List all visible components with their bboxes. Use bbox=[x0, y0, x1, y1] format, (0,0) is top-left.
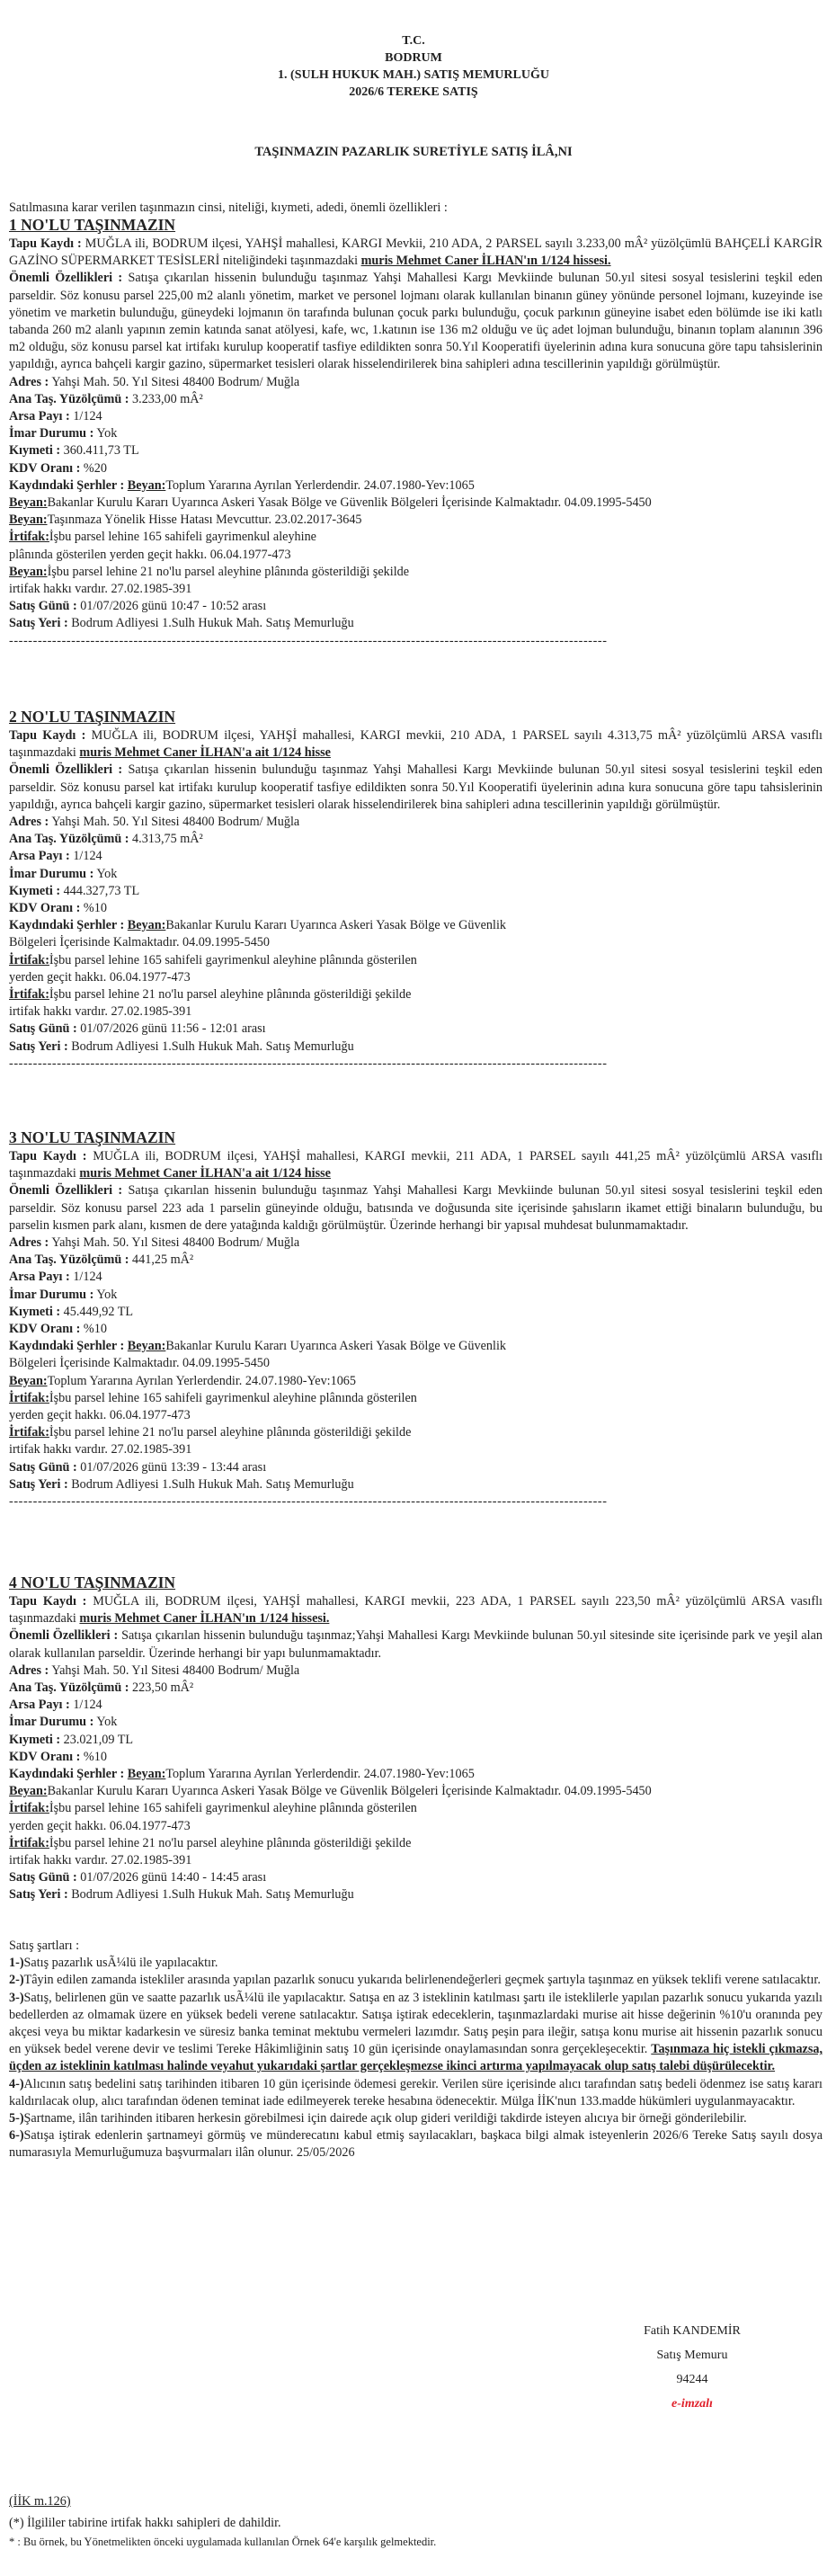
property-sale-place: Satış Yeri : Bodrum Adliyesi 1.Sulh Hukuk Mah. Satış Memurluğu bbox=[9, 1476, 354, 1492]
document-intro bbox=[9, 200, 823, 217]
property-zoning: İmar Durumu : Yok bbox=[9, 1287, 118, 1302]
footer-reference: (İİK m.126) bbox=[9, 2494, 71, 2509]
property-vat: KDV Oranı : %10 bbox=[9, 1322, 107, 1337]
property-vat: KDV Oranı : %10 bbox=[9, 1749, 107, 1764]
separator-line: ----------------------------------------------------------------------------------------------------------------------------- bbox=[9, 633, 608, 648]
property-zoning: İmar Durumu : Yok bbox=[9, 426, 118, 441]
footer-note-1: (*) İlgililer tabirine irtifak hakkı sahipleri de dahildir. bbox=[9, 2516, 281, 2531]
annotation-item: İrtifak:İşbu parsel lehine 165 sahifeli gayrimenkul aleyhine plânında gösterilen yerden geçit hakkı. 06.04.1977-473 bbox=[9, 1801, 417, 1833]
annotation-item: Beyan:Toplum Yararına Ayrılan Yerlerdendir. 24.07.1980-Yev:1065 bbox=[9, 1373, 356, 1388]
tapu-owner: muris Mehmet Caner İLHAN'ın 1/124 hissesi. bbox=[79, 1611, 330, 1627]
tapu-owner: muris Mehmet Caner İLHAN'ın 1/124 hissesi. bbox=[360, 254, 611, 269]
annotation-item: İrtifak:İşbu parsel lehine 165 sahifeli gayrimenkul aleyhine plânında gösterilen yerden geçit hakkı. 06.04.1977-473 bbox=[9, 530, 316, 562]
property-area: Ana Taş. Yüzölçümü : 441,25 mÂ² bbox=[9, 1252, 194, 1268]
property-features: Önemli Özellikleri : Satışa çıkarılan hissenin bulunduğu taşınmaz Yahşi Mahallesi Kargı Mevkiinde bulunan 50.yıl sitesi sosyal tesislerini teşkil eden parseldir. Söz konusu parsel 225,00 m2 alanlı yönetim, market ve personel lojmanı olarak kullanılan binanın güney yönünde personel lojmanı, kuzeyinde ise yönetim ve marketin bulunduğu, güneydeki lojmanın ön tarafında bulunan çocuk parkı bulunduğu, çocuk parkının güneyine isabet eden bölümde ise iki katlı tabanda 260 m2 alanlı yapının zemin katında sanat atölyesi, kafe, wc, 1.katının ise 136 m2 olduğu ve üç adet lojman bulunduğu, binanın toplam alanının 396 m2 olduğu, söz konusu parsel kat irtifakı kurulup kooperatif tasfiye edildikten sonra 50.Yıl Kooperatifi üyelerinin adına kura sonucuna göre tapu tahsislerinin yapıldığı, ayrıca bahçeli kargir gazino, süpermarket tesisleri olarak hisselendirilerek bina sahipleri adına tescillerinin yapıldığı görülmüştür. bbox=[9, 271, 823, 372]
property-address: Adres : Yahşi Mah. 50. Yıl Sitesi 48400 Bodrum/ Muğla bbox=[9, 374, 300, 389]
condition-item: 2-)Tâyin edilen zamanda istekliler arasında yapılan pazarlık sonucu yukarıda belirlenendeğerleri geçmek şartıyla taşınmaz en yüksek teklifi verene satılacaktır. bbox=[9, 1973, 821, 1988]
property-sale-date: Satış Günü : 01/07/2026 günü 14:40 - 14:45 arası bbox=[9, 1870, 267, 1885]
annotation-item: Beyan:Bakanlar Kurulu Kararı Uyarınca Askeri Yasak Bölge ve Güvenlik Bölgeleri İçerisinde Kalmaktadır. 04.09.1995-5450 bbox=[9, 495, 652, 511]
property-zoning: İmar Durumu : Yok bbox=[9, 866, 118, 881]
property-1 bbox=[9, 216, 823, 650]
property-sale-place: Satış Yeri : Bodrum Adliyesi 1.Sulh Hukuk Mah. Satış Memurluğu bbox=[9, 1887, 354, 1903]
property-vat: KDV Oranı : %10 bbox=[9, 901, 107, 916]
conditions-title: Satış şartları : bbox=[9, 1939, 80, 1953]
annotation-item: İrtifak:İşbu parsel lehine 21 no'lu parsel aleyhine plânında gösterildiği şekilde irtifak hakkı vardır. 27.02.1985-391 bbox=[9, 1835, 412, 1868]
property-zoning: İmar Durumu : Yok bbox=[9, 1715, 118, 1730]
property-area: Ana Taş. Yüzölçümü : 4.313,75 mÂ² bbox=[9, 832, 203, 847]
intro-text: Satılmasına karar verilen taşınmazın cinsi, niteliği, kıymeti, adedi, önemli özellikleri : bbox=[9, 201, 448, 215]
separator-line: ----------------------------------------------------------------------------------------------------------------------------- bbox=[9, 1056, 608, 1071]
property-sale-place: Satış Yeri : Bodrum Adliyesi 1.Sulh Hukuk Mah. Satış Memurluğu bbox=[9, 1038, 354, 1054]
annotation-item: İrtifak:İşbu parsel lehine 21 no'lu parsel aleyhine plânında gösterildiği şekilde irtifak hakkı vardır. 27.02.1985-391 bbox=[9, 1425, 412, 1457]
property-address: Adres : Yahşi Mah. 50. Yıl Sitesi 48400 Bodrum/ Muğla bbox=[9, 1662, 300, 1678]
condition-item: 6-)Satışa iştirak edenlerin şartnameyi görmüş ve münderecatını kabul etmiş sayılacakları, başkaca bilgi almak isteyenlerin 2026/6 Tereke Satış sayılı dosya numarasıyla Memurluğumuza başvurmaları ilân olunur. 25/05/2026 bbox=[9, 2128, 823, 2161]
condition-item: 5-)Şartname, ilân tarihinden itibaren herkesin görebilmesi için dairede açık olup gideri verildiği takdirde isteyen alıcıya bir örneği gönderilebilir. bbox=[9, 2111, 747, 2126]
property-share: Arsa Payı : 1/124 bbox=[9, 1270, 102, 1285]
signature-block bbox=[611, 2319, 773, 2416]
property-share: Arsa Payı : 1/124 bbox=[9, 409, 102, 424]
annotation-item: Beyan:Bakanlar Kurulu Kararı Uyarınca Askeri Yasak Bölge ve Güvenlik Bölgeleri İçerisinde Kalmaktadır. 04.09.1995-5450 bbox=[9, 1784, 652, 1799]
condition-item: 1-)Satış pazarlık usÃ¼lü ile yapılacaktır. bbox=[9, 1956, 218, 1971]
property-area: Ana Taş. Yüzölçümü : 223,50 mÂ² bbox=[9, 1680, 194, 1696]
property-4 bbox=[9, 1573, 823, 1904]
property-address: Adres : Yahşi Mah. 50. Yıl Sitesi 48400 Bodrum/ Muğla bbox=[9, 815, 300, 830]
property-value: Kıymeti : 444.327,73 TL bbox=[9, 883, 140, 898]
condition-emphasis: Taşınmaza hiç istekli çıkmazsa, üçden az isteklinin katılması halinde veyahut yukarıdaki şartlar gerçekleşmezse ikinci artırma yapılmayacak olup satış talebi düşürülecektir. bbox=[9, 2042, 823, 2074]
property-value: Kıymeti : 360.411,73 TL bbox=[9, 443, 139, 459]
property-tapu: Tapu Kaydı : MUĞLA ili, BODRUM ilçesi, YAHŞİ mahallesi, KARGI mevkii, 211 ADA, 1 PARSEL sayılı 441,25 mÂ² yüzölçümlü ARSA vasıflı taşınmazdaki muris Mehmet Caner İLHAN'a ait 1/124 hisse bbox=[9, 1149, 823, 1181]
header-org: T.C. bbox=[402, 34, 425, 48]
property-area: Ana Taş. Yüzölçümü : 3.233,00 mÂ² bbox=[9, 391, 203, 406]
property-annotations: Kaydındaki Şerhler : Beyan:Toplum Yararına Ayrılan Yerlerdendir. 24.07.1980-Yev:1065 bbox=[9, 1767, 475, 1782]
property-features: Önemli Özellikleri : Satışa çıkarılan hissenin bulunduğu taşınmaz Yahşi Mahallesi Kargı Mevkiinde bulunan 50.yıl sitesi sosyal tesislerini teşkil eden parseldir. Söz konusu parsel kat irtifakı kurulup kooperatif tasfiye edildikten sonra 50.Yıl Kooperatifi üyelerinin adına kura sonucuna göre tapu tahsislerinin yapıldığı, ayrıca bahçeli kargir gazino, süpermarket tesisleri olarak hisselendirilerek bina sahipleri adına tescillerinin yapıldığı görülmüştür. bbox=[9, 762, 823, 812]
property-share: Arsa Payı : 1/124 bbox=[9, 849, 102, 864]
property-value: Kıymeti : 45.449,92 TL bbox=[9, 1304, 134, 1319]
annotation-item: Beyan:Taşınmaza Yönelik Hisse Hatası Mevcuttur. 23.02.2017-3645 bbox=[9, 513, 362, 528]
notice-title: TAŞINMAZIN PAZARLIK SURETİYLE SATIŞ İLÂ,NI bbox=[254, 145, 573, 159]
annotation-item: İrtifak:İşbu parsel lehine 21 no'lu parsel aleyhine plânında gösterildiği şekilde irtifak hakkı vardır. 27.02.1985-391 bbox=[9, 987, 412, 1020]
sale-conditions bbox=[9, 1938, 823, 2162]
property-features: Önemli Özellikleri : Satışa çıkarılan hissenin bulunduğu taşınmaz;Yahşi Mahallesi Kargı Mevkiinde bulunan 50.yıl sitesinde site içerisinde park ve yeşil alan olarak kullanılan parseldir. Üzerinde herhangi bir yapı bulunmamaktadır. bbox=[9, 1628, 823, 1661]
property-sale-date: Satış Günü : 01/07/2026 günü 13:39 - 13:44 arası bbox=[9, 1459, 267, 1475]
annotation-item: İrtifak:İşbu parsel lehine 165 sahifeli gayrimenkul aleyhine plânında gösterilen yerden geçit hakkı. 06.04.1977-473 bbox=[9, 1390, 417, 1423]
property-annotations: Kaydındaki Şerhler : Beyan:Toplum Yararına Ayrılan Yerlerdendir. 24.07.1980-Yev:1065 bbox=[9, 477, 475, 493]
header-file-number: 2026/6 TEREKE SATIŞ bbox=[349, 85, 478, 99]
header-office: 1. (SULH HUKUK MAH.) SATIŞ MEMURLUĞU bbox=[278, 68, 549, 82]
annotation-item: İrtifak:İşbu parsel lehine 165 sahifeli gayrimenkul aleyhine plânında gösterilen yerden geçit hakkı. 06.04.1977-473 bbox=[9, 952, 417, 985]
header-city: BODRUM bbox=[385, 51, 442, 65]
property-address: Adres : Yahşi Mah. 50. Yıl Sitesi 48400 Bodrum/ Muğla bbox=[9, 1235, 300, 1251]
property-sale-place: Satış Yeri : Bodrum Adliyesi 1.Sulh Hukuk Mah. Satış Memurluğu bbox=[9, 616, 354, 631]
property-annotations: Kaydındaki Şerhler : Beyan:Bakanlar Kurulu Kararı Uyarınca Askeri Yasak Bölge ve Güvenlik Bölgeleri İçerisinde Kalmaktadır. 04.09.1995-5450 bbox=[9, 1339, 506, 1371]
document-footer bbox=[9, 2493, 818, 2552]
property-2 bbox=[9, 708, 823, 1073]
property-heading: 1 NO'LU TAŞINMAZIN bbox=[9, 216, 176, 234]
document-header bbox=[0, 32, 827, 101]
property-3 bbox=[9, 1128, 823, 1511]
property-sale-date: Satış Günü : 01/07/2026 günü 10:47 - 10:52 arası bbox=[9, 599, 267, 614]
signer-number: 94244 bbox=[676, 2373, 708, 2386]
condition-item: 4-)Alıcının satış bedelini satış tarihinden itibaren 10 gün içerisinde ödemesi gerekir. Verilen süre içerisinde alıcı tarafından satış bedeli ödenmez ise satış kararı kaldırılacak olup, alıcı tarafından ödenen teminat iade edilmeyerek tereke hesabına ödenecektir. Mülga İİK'nun 133.madde hükümleri uygulanmayacaktır. bbox=[9, 2076, 823, 2108]
footer-note-2: * : Bu örnek, bu Yönetmelikten önceki uygulamada kullanılan Örnek 64'e karşılık gelmektedir. bbox=[9, 2536, 437, 2549]
e-signature-mark: e-imzalı bbox=[671, 2397, 713, 2411]
property-value: Kıymeti : 23.021,09 TL bbox=[9, 1732, 134, 1747]
property-tapu: Tapu Kaydı : MUĞLA ili, BODRUM ilçesi, YAHŞİ mahallesi, KARGI Mevkii, 210 ADA, 2 PARSEL sayılı 3.233,00 mÂ² yüzölçümlü BAHÇELİ KARGİR GAZİNO SÜPERMARKET TESİSLERİ niteliğindeki taşınmazdaki muris Mehmet Caner İLHAN'ın 1/124 hissesi. bbox=[9, 236, 823, 269]
property-tapu: Tapu Kaydı : MUĞLA ili, BODRUM ilçesi, YAHŞİ mahallesi, KARGI mevkii, 210 ADA, 1 PARSEL sayılı 4.313,75 mÂ² yüzölçümlü ARSA vasıflı taşınmazdaki muris Mehmet Caner İLHAN'a ait 1/124 hisse bbox=[9, 728, 823, 761]
property-heading: 2 NO'LU TAŞINMAZIN bbox=[9, 708, 176, 726]
separator-line: ----------------------------------------------------------------------------------------------------------------------------- bbox=[9, 1494, 608, 1510]
property-share: Arsa Payı : 1/124 bbox=[9, 1698, 102, 1713]
property-sale-date: Satış Günü : 01/07/2026 günü 11:56 - 12:01 arası bbox=[9, 1021, 266, 1037]
condition-item: 3-)Satış, belirlenen gün ve saatte pazarlık usÃ¼lü ile yapılacaktır. Satışa en az 3 isteklinin katılması şartı ile isteklilerle yapılan pazarlık sonucu yukarıda yazılı bedellerden az olmamak üzere en yüksek bedeli verene satılacaktır. Satışa iştirak edeceklerin, taşınmazlardaki murise ait hisse değerinin %10'u oranında pey akçesi veya bu miktar kadarkesin ve süresiz banka teminat mektubu vermeleri lazımdır. Satış peşin para ileğir, satışa konu murise ait hissenin pazarlık sonucu en yüksek bedel verene devir ve teslimi Tereke Hâkimliğinin satış 10 gün içerisinde onaylamasından sonra gerçekleşecektir. Taşınmaza hiç istekli çıkmazsa, üçden az isteklinin katılması halinde veyahut yukarıdaki şartlar gerçekleşmezse ikinci artırma yapılmayacak olup satış talebi düşürülecektir. bbox=[9, 1990, 823, 2074]
property-vat: KDV Oranı : %20 bbox=[9, 460, 107, 476]
signer-title: Satış Memuru bbox=[656, 2349, 728, 2362]
property-annotations: Kaydındaki Şerhler : Beyan:Bakanlar Kurulu Kararı Uyarınca Askeri Yasak Bölge ve Güvenlik Bölgeleri İçerisinde Kalmaktadır. 04.09.1995-5450 bbox=[9, 918, 506, 950]
property-tapu: Tapu Kaydı : MUĞLA ili, BODRUM ilçesi, YAHŞİ mahallesi, KARGI mevkii, 223 ADA, 1 PARSEL sayılı 223,50 mÂ² yüzölçümlü ARSA vasıflı taşınmazdaki muris Mehmet Caner İLHAN'ın 1/124 hissesi. bbox=[9, 1594, 823, 1627]
tapu-owner: muris Mehmet Caner İLHAN'a ait 1/124 hisse bbox=[79, 745, 331, 761]
property-features: Önemli Özellikleri : Satışa çıkarılan hissenin bulunduğu taşınmaz Yahşi Mahallesi Kargı Mevkiinde bulunan 50.yıl sitesi sosyal tesislerini teşkil eden parseldir. Söz konusu parsel 223 ada 1 parselin güneyinde olduğu, batısında ve doğusunda site içerisinde şahısların ikamet ettiği binaların bulunduğu, bu parselin kısmen park alanı, kısmen de dere yatağında kaldığı görülmüştür. Üzerinde herhangi bir yapısal muhdesat bulunmamaktadır. bbox=[9, 1183, 823, 1233]
property-heading: 3 NO'LU TAŞINMAZIN bbox=[9, 1128, 176, 1146]
tapu-owner: muris Mehmet Caner İLHAN'a ait 1/124 hisse bbox=[79, 1166, 331, 1181]
annotation-item: Beyan:İşbu parsel lehine 21 no'lu parsel aleyhine plânında gösterildiği şekilde irtifak hakkı vardır. 27.02.1985-391 bbox=[9, 564, 410, 597]
property-heading: 4 NO'LU TAŞINMAZIN bbox=[9, 1573, 176, 1591]
signer-name: Fatih KANDEMİR bbox=[644, 2324, 741, 2338]
